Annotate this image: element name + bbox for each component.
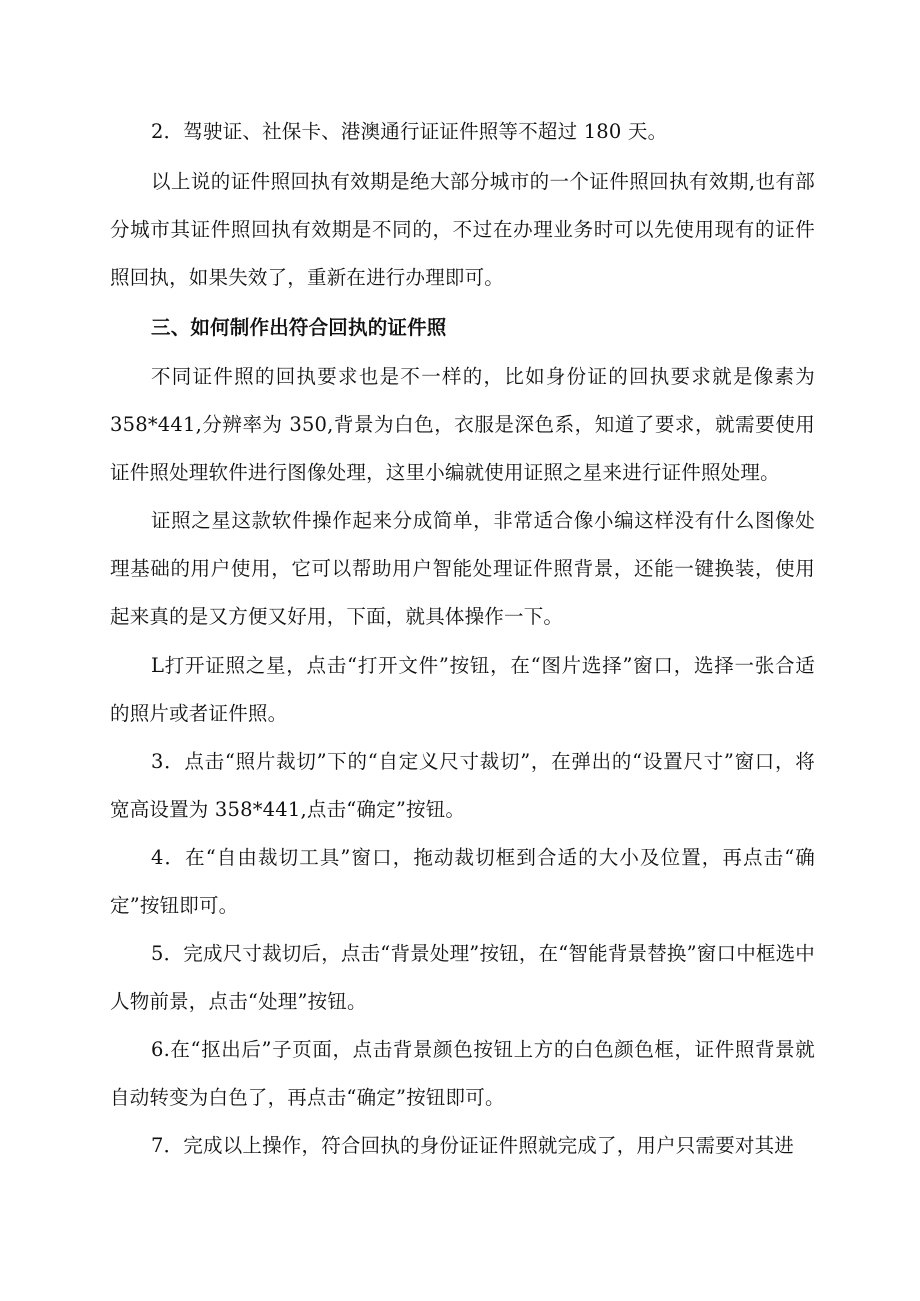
paragraph-validity: 以上说的证件照回执有效期是绝大部分城市的一个证件照回执有效期,也有部分城市其证件照回执有效期是不同的，不过在办理业务时可以先使用现有的证件照回执，如果失效了，重新在进行办理即可。 xyxy=(110,170,815,289)
step-open-file: L打开证照之星，点击“打开文件”按钮，在“图片选择”窗口，选择一张合适的照片或者证件照。 xyxy=(110,654,815,725)
step-finish: 7．完成以上操作，符合回执的身份证证件照就完成了，用户只需要对其进 xyxy=(151,1134,795,1157)
section-heading: 三、如何制作出符合回执的证件照 xyxy=(151,316,447,339)
step-free-crop: 4．在“自由裁切工具”窗口，拖动裁切框到合适的大小及位置，再点击“确定”按钮即可。 xyxy=(110,846,815,917)
paragraph-item-2: 2．驾驶证、社保卡、港澳通行证证件照等不超过 180 天。 xyxy=(151,120,668,143)
step-background: 5．完成尺寸裁切后，点击“背景处理”按钮，在“智能背景替换”窗口中框选中人物前景，点击“处理”按钮。 xyxy=(110,942,815,1013)
step-custom-crop: 3．点击“照片裁切”下的“自定义尺寸裁切”，在弹出的“设置尺寸”窗口，将宽高设置为 358*441,点击“确定”按钮。 xyxy=(110,750,815,821)
paragraph-requirements: 不同证件照的回执要求也是不一样的，比如身份证的回执要求就是像素为 358*441,分辨率为 350,背景为白色，衣服是深色系，知道了要求，就需要使用证件照处理软件进行图像处理，这里小编就使用证照之星来进行证件照处理。 xyxy=(110,365,815,484)
step-white-background: 6.在“抠出后”子页面，点击背景颜色按钮上方的白色颜色框，证件照背景就自动转变为白色了，再点击“确定”按钮即可。 xyxy=(110,1038,815,1109)
paragraph-software-intro: 证照之星这款软件操作起来分成简单，非常适合像小编这样没有什么图像处理基础的用户使用，它可以帮助用户智能处理证件照背景，还能一键换装，使用起来真的是又方便又好用，下面，就具体操作一下。 xyxy=(110,509,815,628)
